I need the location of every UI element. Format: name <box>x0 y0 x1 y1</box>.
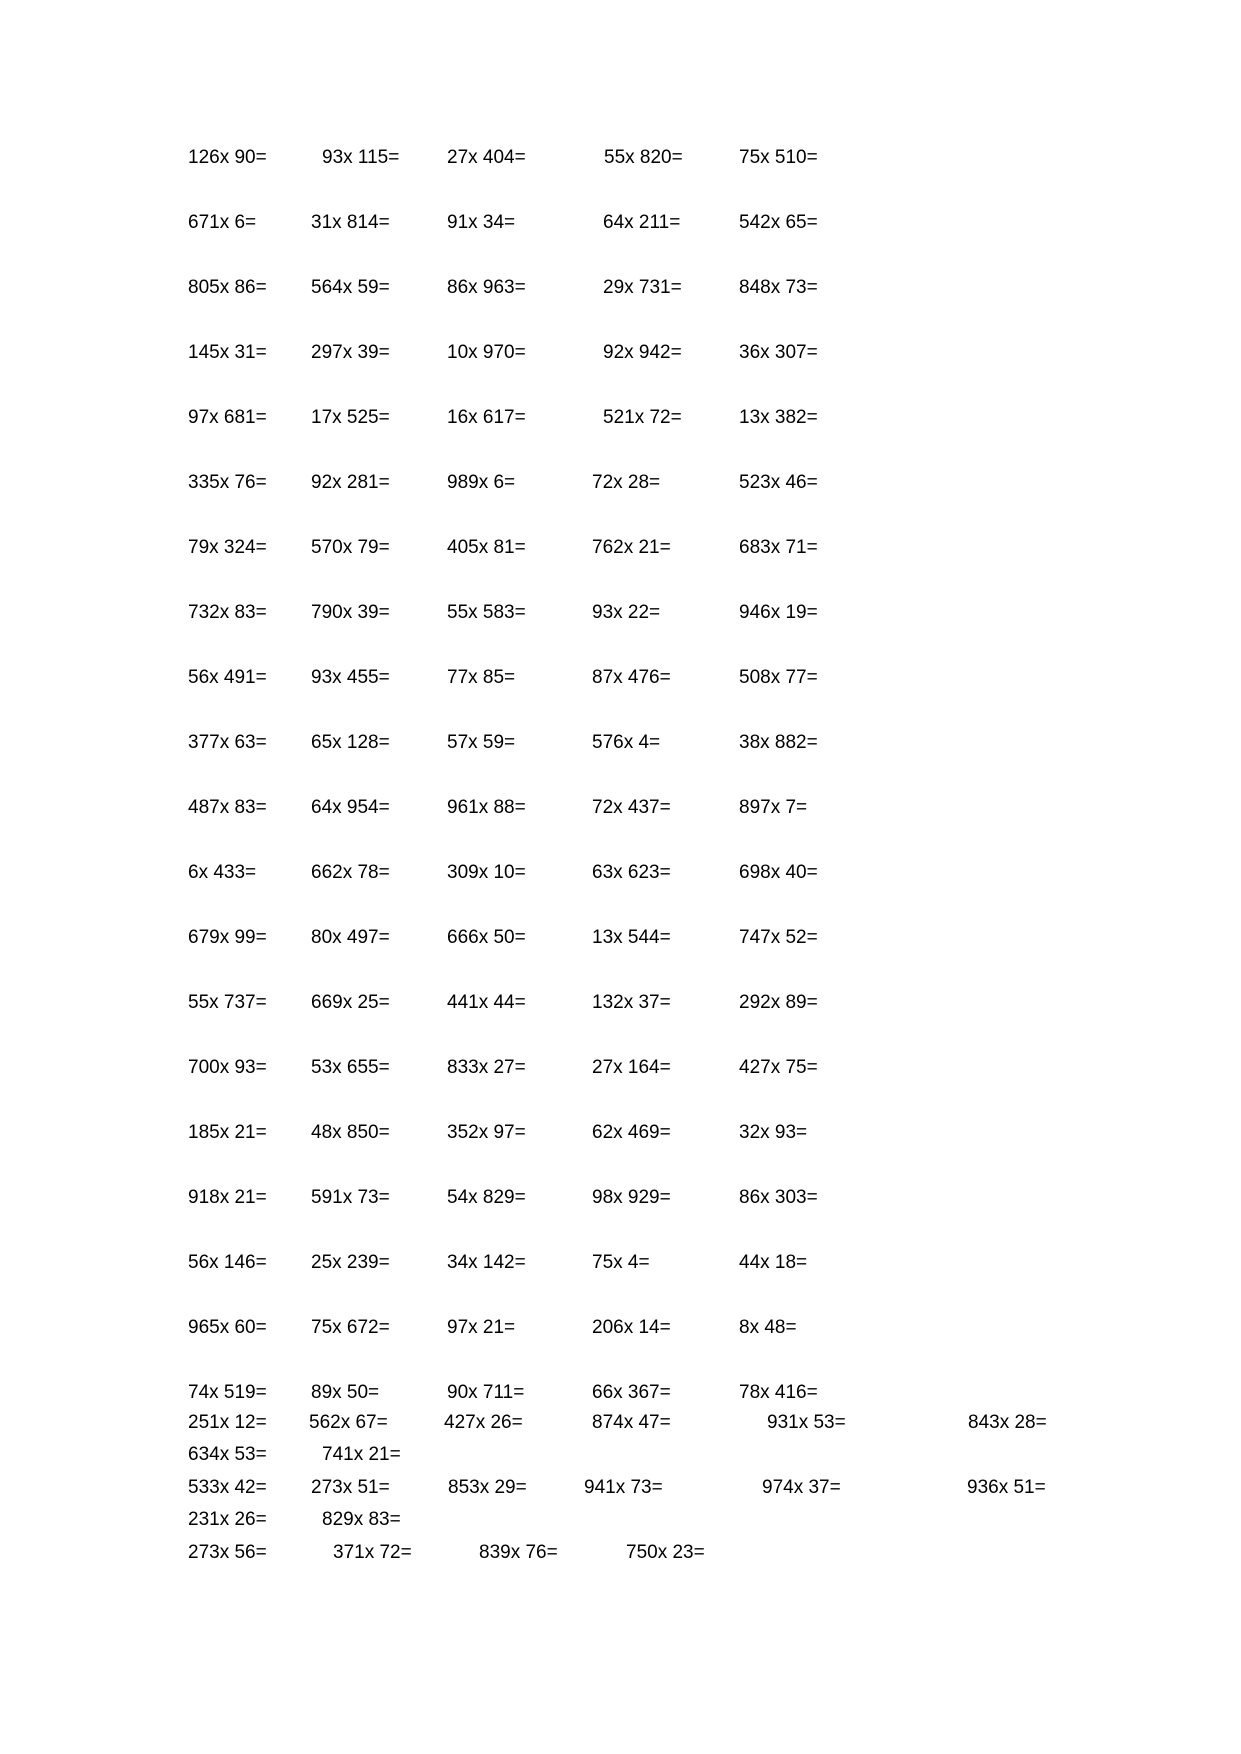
problem-r5-c3: 16x 617= <box>447 407 526 428</box>
problem-r3-c4: 29x 731= <box>603 277 682 298</box>
problem-r17-c5: 86x 303= <box>739 1187 818 1208</box>
problem-r20-c5: 78x 416= <box>739 1382 818 1403</box>
problem-r16-c4: 62x 469= <box>592 1122 671 1143</box>
problem-r3-c5: 848x 73= <box>739 277 818 298</box>
problem-r10-c5: 38x 882= <box>739 732 818 753</box>
problem-r16-c3: 352x 97= <box>447 1122 526 1143</box>
problem-r18-c5: 44x 18= <box>739 1252 808 1273</box>
problem-r17-c3: 54x 829= <box>447 1187 526 1208</box>
problem-r13-c1: 679x 99= <box>188 927 267 948</box>
problem-r3-c3: 86x 963= <box>447 277 526 298</box>
problem-r22-c1: 634x 53= <box>188 1444 267 1465</box>
problem-r19-c5: 8x 48= <box>739 1317 797 1338</box>
problem-r8-c5: 946x 19= <box>739 602 818 623</box>
problem-r6-c4: 72x 28= <box>592 472 661 493</box>
problem-r10-c1: 377x 63= <box>188 732 267 753</box>
problem-r3-c1: 805x 86= <box>188 277 267 298</box>
problem-r5-c5: 13x 382= <box>739 407 818 428</box>
problem-r1-c3: 27x 404= <box>447 147 526 168</box>
problem-r12-c1: 6x 433= <box>188 862 257 883</box>
problem-r2-c3: 91x 34= <box>447 212 516 233</box>
problem-r23-c4: 941x 73= <box>584 1477 663 1498</box>
problem-r7-c5: 683x 71= <box>739 537 818 558</box>
problem-r23-c2: 273x 51= <box>311 1477 390 1498</box>
problem-r14-c4: 132x 37= <box>592 992 671 1013</box>
problem-r7-c3: 405x 81= <box>447 537 526 558</box>
problem-r21-c6: 843x 28= <box>968 1412 1047 1433</box>
problem-r5-c4: 521x 72= <box>603 407 682 428</box>
problem-r14-c2: 669x 25= <box>311 992 390 1013</box>
problem-r8-c1: 732x 83= <box>188 602 267 623</box>
problem-r4-c1: 145x 31= <box>188 342 267 363</box>
problem-r20-c2: 89x 50= <box>311 1382 380 1403</box>
problem-r12-c5: 698x 40= <box>739 862 818 883</box>
problem-r17-c4: 98x 929= <box>592 1187 671 1208</box>
problem-r16-c1: 185x 21= <box>188 1122 267 1143</box>
problem-r14-c5: 292x 89= <box>739 992 818 1013</box>
problem-r23-c3: 853x 29= <box>448 1477 527 1498</box>
problem-r2-c5: 542x 65= <box>739 212 818 233</box>
problem-r14-c1: 55x 737= <box>188 992 267 1013</box>
problem-r21-c3: 427x 26= <box>444 1412 523 1433</box>
problem-r17-c1: 918x 21= <box>188 1187 267 1208</box>
problem-r13-c5: 747x 52= <box>739 927 818 948</box>
problem-r25-c1: 273x 56= <box>188 1542 267 1563</box>
problem-r24-c1: 231x 26= <box>188 1509 267 1530</box>
problem-r21-c4: 874x 47= <box>592 1412 671 1433</box>
problem-r18-c4: 75x 4= <box>592 1252 650 1273</box>
problem-r1-c4: 55x 820= <box>604 147 683 168</box>
problem-r21-c1: 251x 12= <box>188 1412 267 1433</box>
problem-r15-c2: 53x 655= <box>311 1057 390 1078</box>
problem-r2-c1: 671x 6= <box>188 212 257 233</box>
problem-r25-c2: 371x 72= <box>333 1542 412 1563</box>
problem-r21-c5: 931x 53= <box>767 1412 846 1433</box>
problem-r17-c2: 591x 73= <box>311 1187 390 1208</box>
problem-r1-c5: 75x 510= <box>739 147 818 168</box>
problem-r8-c2: 790x 39= <box>311 602 390 623</box>
problem-r20-c4: 66x 367= <box>592 1382 671 1403</box>
problem-r4-c5: 36x 307= <box>739 342 818 363</box>
problem-r7-c2: 570x 79= <box>311 537 390 558</box>
problem-r11-c2: 64x 954= <box>311 797 390 818</box>
problem-r23-c1: 533x 42= <box>188 1477 267 1498</box>
problem-r24-c2: 829x 83= <box>322 1509 401 1530</box>
problem-r8-c4: 93x 22= <box>592 602 661 623</box>
problem-r1-c1: 126x 90= <box>188 147 267 168</box>
problem-r7-c4: 762x 21= <box>592 537 671 558</box>
problem-r1-c2: 93x 115= <box>322 147 400 168</box>
problem-r19-c1: 965x 60= <box>188 1317 267 1338</box>
problem-r18-c2: 25x 239= <box>311 1252 390 1273</box>
problem-r2-c4: 64x 211= <box>603 212 681 233</box>
problem-r13-c3: 666x 50= <box>447 927 526 948</box>
problem-r9-c1: 56x 491= <box>188 667 267 688</box>
problem-r25-c4: 750x 23= <box>626 1542 705 1563</box>
problem-r6-c3: 989x 6= <box>447 472 516 493</box>
problem-r5-c1: 97x 681= <box>188 407 267 428</box>
problem-r11-c5: 897x 7= <box>739 797 808 818</box>
problem-r20-c3: 90x 711= <box>447 1382 525 1403</box>
problem-r19-c2: 75x 672= <box>311 1317 390 1338</box>
problem-r22-c2: 741x 21= <box>322 1444 401 1465</box>
problem-r9-c3: 77x 85= <box>447 667 516 688</box>
problem-r15-c3: 833x 27= <box>447 1057 526 1078</box>
problem-r10-c3: 57x 59= <box>447 732 516 753</box>
problem-r15-c1: 700x 93= <box>188 1057 267 1078</box>
problem-r3-c2: 564x 59= <box>311 277 390 298</box>
problem-r4-c2: 297x 39= <box>311 342 390 363</box>
problem-r12-c4: 63x 623= <box>592 862 671 883</box>
problem-r23-c5: 974x 37= <box>762 1477 841 1498</box>
problem-r11-c3: 961x 88= <box>447 797 526 818</box>
problem-r4-c3: 10x 970= <box>447 342 526 363</box>
problem-r10-c2: 65x 128= <box>311 732 390 753</box>
problem-r11-c4: 72x 437= <box>592 797 671 818</box>
problem-r25-c3: 839x 76= <box>479 1542 558 1563</box>
problem-r6-c1: 335x 76= <box>188 472 267 493</box>
problem-r13-c2: 80x 497= <box>311 927 390 948</box>
problem-r11-c1: 487x 83= <box>188 797 267 818</box>
problem-r21-c2: 562x 67= <box>309 1412 388 1433</box>
problem-r23-c6: 936x 51= <box>967 1477 1046 1498</box>
problem-r9-c2: 93x 455= <box>311 667 390 688</box>
problem-r15-c4: 27x 164= <box>592 1057 671 1078</box>
problem-r12-c3: 309x 10= <box>447 862 526 883</box>
problem-r10-c4: 576x 4= <box>592 732 661 753</box>
problem-r18-c3: 34x 142= <box>447 1252 526 1273</box>
problem-r12-c2: 662x 78= <box>311 862 390 883</box>
problem-r4-c4: 92x 942= <box>603 342 682 363</box>
problem-r5-c2: 17x 525= <box>311 407 390 428</box>
problem-r8-c3: 55x 583= <box>447 602 526 623</box>
problem-r20-c1: 74x 519= <box>188 1382 267 1403</box>
problem-r2-c2: 31x 814= <box>311 212 390 233</box>
problem-r16-c2: 48x 850= <box>311 1122 390 1143</box>
problem-r13-c4: 13x 544= <box>592 927 671 948</box>
problem-r14-c3: 441x 44= <box>447 992 526 1013</box>
problem-r6-c2: 92x 281= <box>311 472 390 493</box>
problem-r16-c5: 32x 93= <box>739 1122 808 1143</box>
problem-r9-c5: 508x 77= <box>739 667 818 688</box>
problem-r19-c4: 206x 14= <box>592 1317 671 1338</box>
problem-r6-c5: 523x 46= <box>739 472 818 493</box>
problem-r19-c3: 97x 21= <box>447 1317 516 1338</box>
problem-r7-c1: 79x 324= <box>188 537 267 558</box>
problem-r15-c5: 427x 75= <box>739 1057 818 1078</box>
problem-r18-c1: 56x 146= <box>188 1252 267 1273</box>
problem-r9-c4: 87x 476= <box>592 667 671 688</box>
